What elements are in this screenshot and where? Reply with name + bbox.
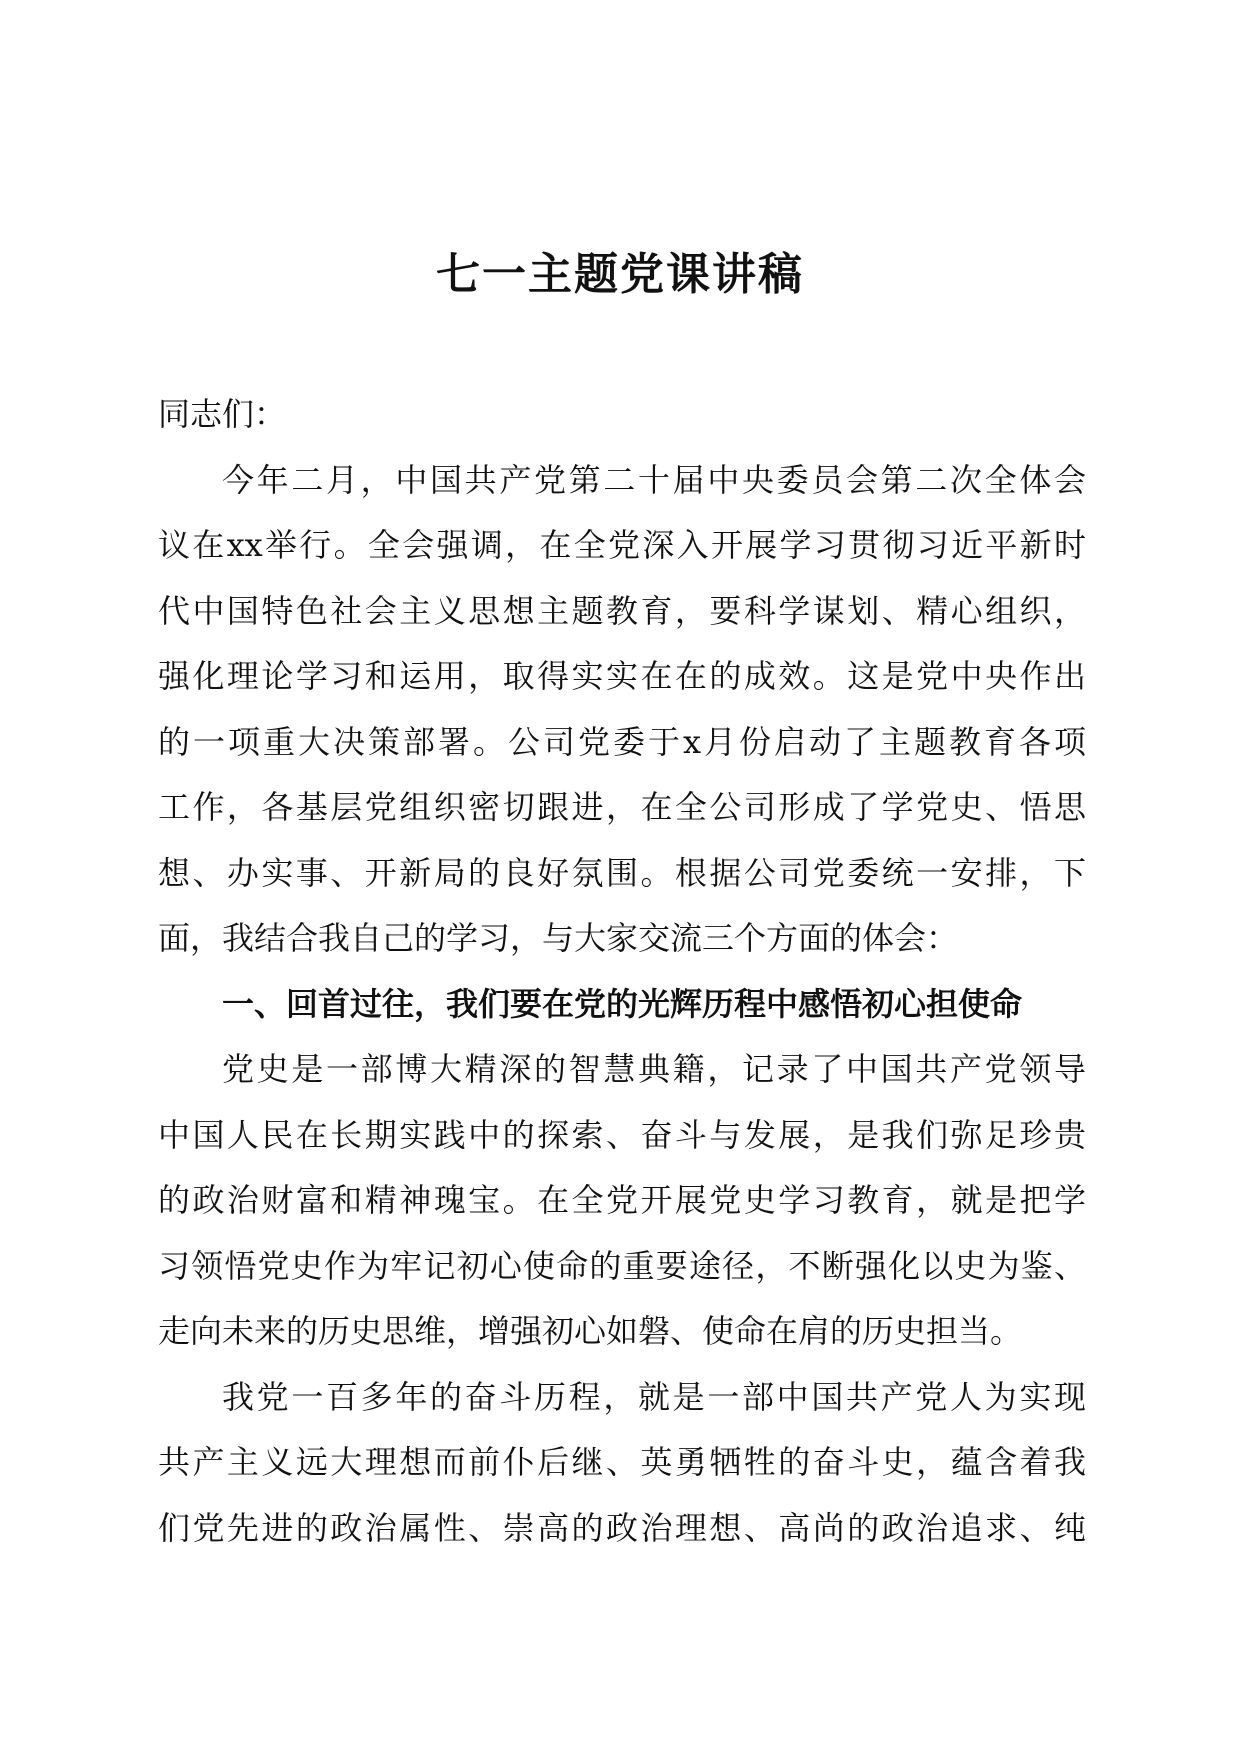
- paragraph-line: 我党一百多年的奋斗历程，就是一部中国共产党人为实现: [222, 1377, 1086, 1416]
- paragraph-line: 走向未来的历史思维，增强初心如磐、使命在肩的历史担当。: [158, 1312, 1023, 1350]
- paragraph-line: 的政治财富和精神瑰宝。在全党开展党史学习教育，就是把学: [158, 1181, 1086, 1219]
- paragraph-line: 们党先进的政治属性、崇高的政治理想、高尚的政治追求、纯: [158, 1508, 1086, 1547]
- section-heading: 一、回首过往，我们要在党的光辉历程中感悟初心担使命: [222, 984, 1023, 1023]
- paragraph-line: 想、办实事、开新局的良好氛围。根据公司党委统一安排，下: [158, 853, 1086, 892]
- paragraph-line: 议在xx举行。全会强调，在全党深入开展学习贯彻习近平新时: [158, 526, 1086, 564]
- paragraph-line: 面，我结合我自己的学习，与大家交流三个方面的体会：: [158, 919, 959, 957]
- paragraph-line: 强化理论学习和运用，取得实实在在的成效。这是党中央作出: [158, 657, 1086, 695]
- salutation: 同志们：: [158, 395, 287, 433]
- paragraph-line: 习领悟党史作为牢记初心使命的重要途径，不断强化以史为鉴、: [158, 1246, 1086, 1285]
- paragraph-line: 工作，各基层党组织密切跟进，在全公司形成了学党史、悟思: [158, 788, 1086, 826]
- document-title: 七一主题党课讲稿: [436, 249, 804, 300]
- paragraph-line: 共产主义远大理想而前仆后继、英勇牺牲的奋斗史，蕴含着我: [158, 1443, 1086, 1481]
- paragraph-line: 代中国特色社会主义思想主题教育，要科学谋划、精心组织，: [158, 591, 1086, 630]
- paragraph-line: 的一项重大决策部署。公司党委于x月份启动了主题教育各项: [158, 722, 1086, 761]
- paragraph-line: 今年二月，中国共产党第二十届中央委员会第二次全体会: [222, 460, 1086, 499]
- document-body: [158, 382, 1086, 1561]
- paragraph-line: 党史是一部博大精深的智慧典籍，记录了中国共产党领导: [222, 1050, 1086, 1088]
- paragraph-line: 中国人民在长期实践中的探索、奋斗与发展，是我们弥足珍贵: [158, 1115, 1086, 1154]
